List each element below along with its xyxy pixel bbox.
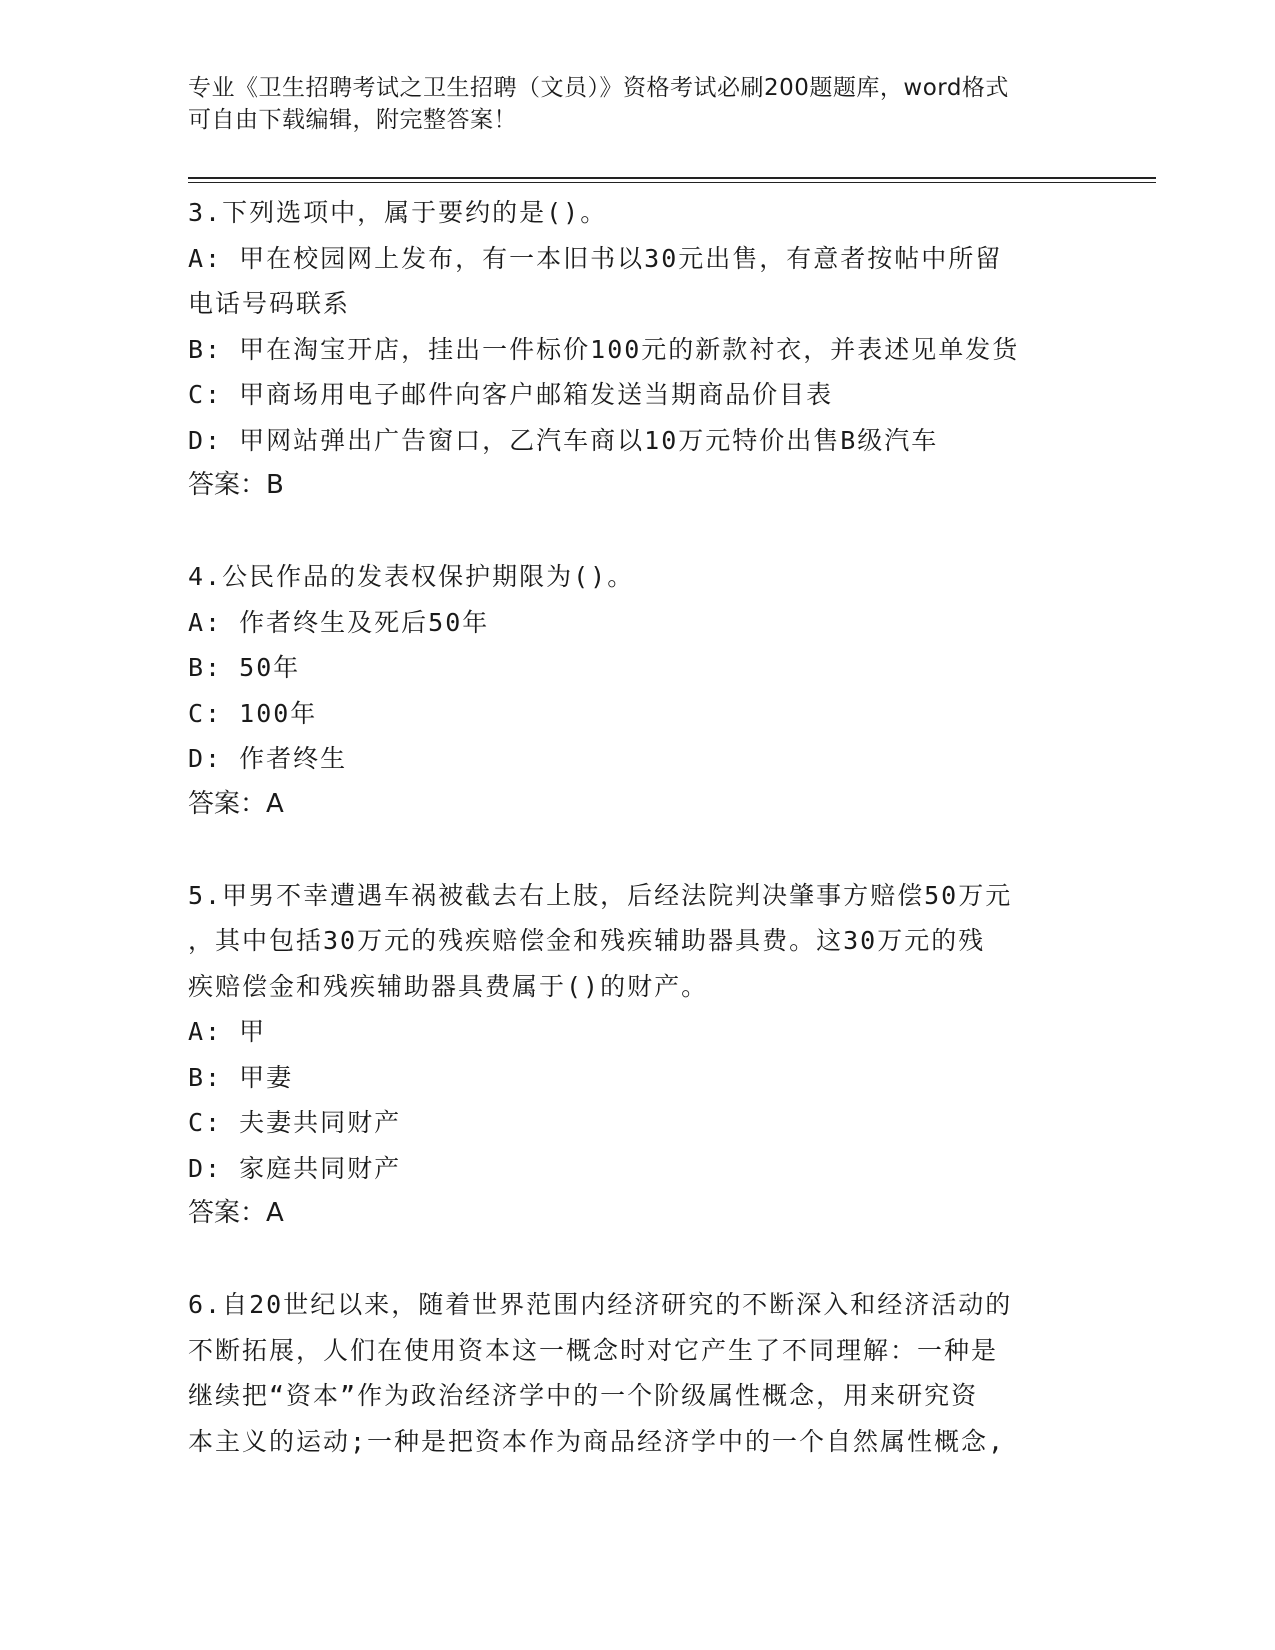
option-c: C: 100年 (188, 698, 318, 728)
header-divider-thin (188, 182, 1156, 183)
question-stem-continued: 继续把“资本”作为政治经济学中的一个阶级属性概念，用来研究资 (188, 1381, 979, 1410)
option-c: C: 甲商场用电子邮件向客户邮箱发送当期商品价目表 (188, 380, 834, 409)
question-block (188, 190, 1088, 509)
question-block (188, 1282, 1088, 1464)
header-divider-thick (188, 177, 1156, 179)
document-header (188, 72, 1068, 136)
header-line-1: 专业《卫生招聘考试之卫生招聘（文员）》资格考试必刷200题题库，word格式 (188, 75, 1009, 101)
question-stem-continued: 疾赔偿金和残疾辅助器具费属于()的财产。 (188, 971, 709, 1001)
option-a-continued: 电话号码联系 (188, 289, 351, 318)
answer-line: 答案：A (188, 788, 284, 819)
option-c: C: 夫妻共同财产 (188, 1108, 402, 1137)
option-a: A: 甲在校园网上发布，有一本旧书以30元出售，有意者按帖中所留 (188, 243, 1003, 273)
question-list (188, 190, 1088, 1464)
question-stem-continued: ，其中包括30万元的残疾赔偿金和残疾辅助器具费。这30万元的残 (188, 926, 986, 955)
question-stem: 5.甲男不幸遭遇车祸被截去右上肢，后经法院判决肇事方赔偿50万元 (188, 880, 1013, 910)
question-stem: 3.下列选项中，属于要约的是()。 (188, 198, 608, 227)
option-b: B: 50年 (188, 653, 301, 682)
option-d: D: 家庭共同财产 (188, 1153, 402, 1183)
answer-line: 答案：A (188, 1198, 284, 1228)
question-stem-continued: 本主义的运动;一种是把资本作为商品经济学中的一个自然属性概念, (188, 1426, 1006, 1456)
answer-line: 答案：B (188, 470, 284, 500)
option-d: D: 甲网站弹出广告窗口，乙汽车商以10万元特价出售B级汽车 (188, 425, 939, 455)
question-block (188, 554, 1088, 827)
option-a: A: 作者终生及死后50年 (188, 607, 490, 637)
option-a: A: 甲 (188, 1017, 267, 1046)
option-d: D: 作者终生 (188, 744, 348, 773)
option-b: B: 甲在淘宝开店，挂出一件标价100元的新款衬衣，并表述见单发货 (188, 334, 1020, 364)
question-stem: 6.自20世纪以来，随着世界范围内经济研究的不断深入和经济活动的 (188, 1290, 1013, 1319)
question-stem-continued: 不断拓展，人们在使用资本这一概念时对它产生了不同理解：一种是 (188, 1335, 999, 1365)
option-b: B: 甲妻 (188, 1062, 294, 1092)
question-block (188, 873, 1088, 1237)
header-line-2: 可自由下载编辑，附完整答案！ (188, 107, 517, 133)
question-stem: 4.公民作品的发表权保护期限为()。 (188, 562, 635, 591)
